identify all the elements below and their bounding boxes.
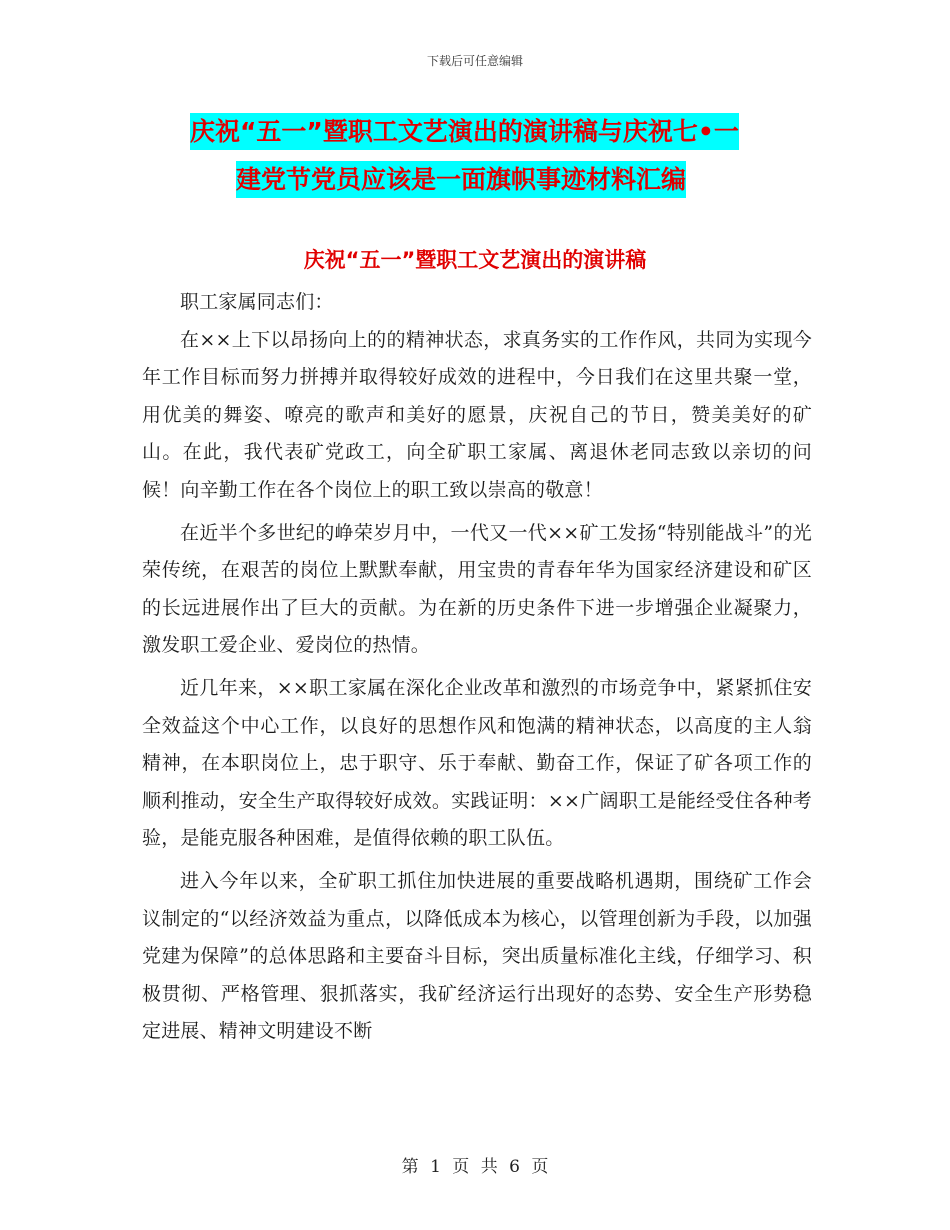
header-note: 下载后可任意编辑 <box>426 54 523 68</box>
document-title-line-1: 庆祝“五一”暨职工文艺演出的演讲稿与庆祝七•一 <box>190 108 810 156</box>
paragraph-1: 在××上下以昂扬向上的的精神状态，求真务实的工作作风，共同为实现今年工作目标而努力拼搏并取得较好成效的进程中，今日我们在这里共聚一堂，用优美的舞姿、嘹亮的歌声和美好的愿景，庆祝自己的节日，赞美美好的矿山。在此，我代表矿党政工，向全矿职工家属、离退休老同志致以亲切的问候！向辛勤工作在各个岗位上的职工致以崇高的敬意！ <box>142 328 812 501</box>
paragraph-4: 进入今年以来，全矿职工抓住加快进展的重要战略机遇期，围绕矿工作会议制定的“以经济效益为重点，以降低成本为核心，以管理创新为手段，以加强党建为保障”的总体思路和主要奋斗目标，突出质量标准化主线，仔细学习、积极贯彻、严格管理、狠抓落实，我矿经济运行出现好的态势、安全生产形势稳定进展、精神文明建设不断 <box>142 869 812 1043</box>
section-title: 庆祝“五一”暨职工文艺演出的演讲稿 <box>303 248 647 272</box>
document-title <box>190 108 810 204</box>
speech-body <box>142 284 812 1056</box>
document-title-line-2: 建党节党员应该是一面旗帜事迹材料汇编 <box>190 156 810 204</box>
salutation: 职工家属同志们： <box>180 291 334 313</box>
paragraph-2: 在近半个多世纪的峥荣岁月中，一代又一代××矿工发扬“特别能战斗”的光荣传统，在艰苦的岗位上默默奉献，用宝贵的青春年华为国家经济建设和矿区的长远进展作出了巨大的贡献。为在新的历史条件下进一步增强企业凝聚力，激发职工爱企业、爱岗位的热情。 <box>142 521 812 657</box>
paragraph-3: 近几年来，××职工家属在深化企业改革和激烈的市场竞争中，紧紧抓住安全效益这个中心工作，以良好的思想作风和饱满的精神状态，以高度的主人翁精神，在本职岗位上，忠于职守、乐于奉献、勤奋工作，保证了矿各项工作的顺利推动，安全生产取得较好成效。实践证明：××广阔职工是能经受住各种考验，是能克服各种困难，是值得依赖的职工队伍。 <box>142 676 812 850</box>
page-footer: 第 1 页 共 6 页 <box>401 1157 549 1177</box>
